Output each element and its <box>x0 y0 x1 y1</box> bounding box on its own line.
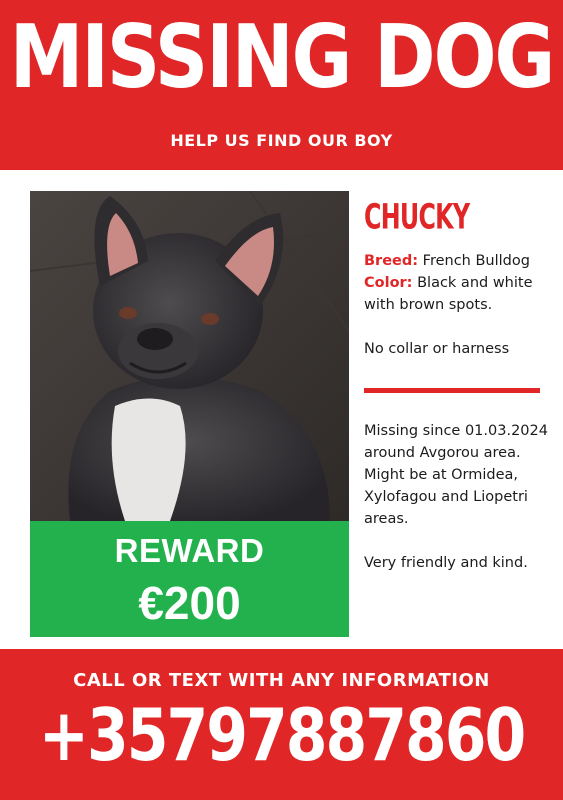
poster-title: MISSING DOG <box>9 6 554 109</box>
reward-amount: €200 <box>138 577 241 629</box>
phone-number[interactable]: +35797887860 <box>38 694 525 778</box>
dog-name: CHUCKY <box>364 196 470 237</box>
color-label: Color: <box>364 275 413 291</box>
poster-subtitle: HELP US FIND OUR BOY <box>170 131 393 150</box>
temperament-note: Very friendly and kind. <box>364 555 528 571</box>
dog-photo <box>30 191 349 521</box>
header-banner <box>0 0 563 170</box>
color-value: Black and white with brown spots. <box>364 275 533 313</box>
missing-details: Missing since 01.03.2024 around Avgorou area. Might be at Ormidea, Xylofagou and Liopetri areas. <box>364 423 548 527</box>
reward-box <box>30 521 349 637</box>
breed-value: French Bulldog <box>422 253 530 269</box>
footer-banner <box>0 649 563 800</box>
breed-label: Breed: <box>364 253 419 269</box>
contact-call-to-action: CALL OR TEXT WITH ANY INFORMATION <box>73 670 490 691</box>
section-divider <box>364 388 540 393</box>
reward-label: REWARD <box>114 532 265 569</box>
accessories-note: No collar or harness <box>364 341 510 357</box>
dog-breed-color <box>364 250 559 316</box>
